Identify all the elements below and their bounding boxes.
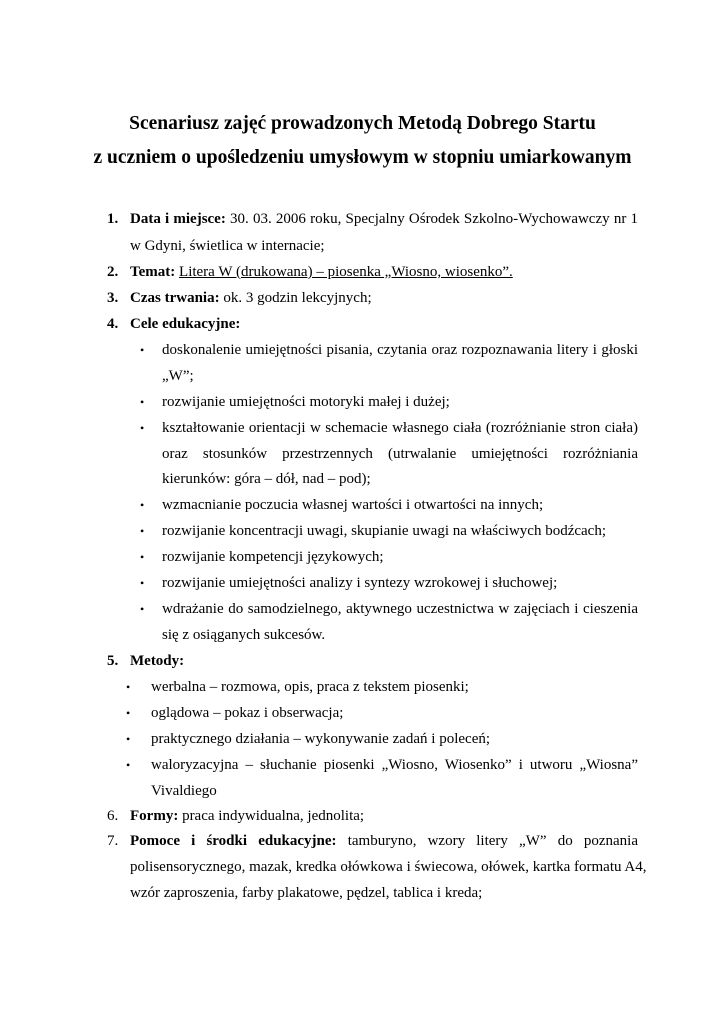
list-text (130, 262, 513, 282)
goal-bullet-cont (0, 469, 725, 489)
bullet-dot: • (140, 498, 145, 512)
bullet-text: oglądowa – pokaz i obserwacja; (151, 705, 344, 721)
item-text: w Gdyni, świetlica w internacie; (130, 238, 325, 254)
item-text: ok. 3 godzin lekcyjnych; (223, 290, 372, 306)
list-item-aids (0, 831, 725, 851)
goal-bullet (0, 547, 725, 567)
goal-bullet-cont (0, 625, 725, 645)
bullet-dot: • (140, 395, 145, 409)
method-bullet (0, 729, 725, 749)
bullet-dot: • (140, 421, 145, 435)
bullet-dot: • (140, 524, 145, 538)
item-label: Pomoce i środki edukacyjne: (130, 833, 337, 849)
bullet-text: doskonalenie umiejętności pisania, czytania oraz rozpoznawania litery i głoski (162, 342, 638, 358)
method-bullet (0, 755, 725, 775)
list-text (130, 209, 638, 229)
item-label: Czas trwania: (130, 290, 220, 306)
bullet-text: wzmacnianie poczucia własnej wartości i otwartości na innych; (162, 497, 544, 513)
bullet-text: Vivaldiego (151, 783, 217, 799)
goal-bullet (0, 495, 725, 515)
document-title-line-1: Scenariusz zajęć prowadzonych Metodą Dobrego Startu (129, 113, 596, 134)
method-bullet (0, 703, 725, 723)
goal-bullet (0, 573, 725, 593)
goal-bullet (0, 599, 725, 619)
item-text: praca indywidualna, jednolita; (182, 808, 365, 824)
bullet-text: się z osiąganych sukcesów. (162, 627, 326, 643)
goal-bullet-cont (0, 444, 725, 464)
bullet-text: rozwijanie kompetencji językowych; (162, 549, 384, 565)
goal-bullet (0, 521, 725, 541)
method-bullet-cont (0, 781, 725, 801)
bullet-dot: • (126, 732, 131, 746)
list-text (130, 831, 638, 851)
list-number: 2. (107, 264, 119, 280)
item-label: Metody: (130, 653, 185, 669)
list-item-date-cont (0, 236, 725, 256)
list-item-aids-cont (0, 857, 725, 877)
bullet-dot: • (140, 576, 145, 590)
bullet-text: rozwijanie koncentracji uwagi, skupianie uwagi na właściwych bodźcach; (162, 523, 607, 539)
item-label: Cele edukacyjne: (130, 316, 241, 332)
list-number: 1. (107, 211, 119, 227)
list-item-topic (0, 262, 725, 282)
list-text (130, 806, 364, 826)
goal-bullet (0, 392, 725, 412)
list-number: 5. (107, 653, 119, 669)
bullet-dot: • (140, 550, 145, 564)
bullet-text: waloryzacyjna – słuchanie piosenki „Wiosno, Wiosenko” i utworu „Wiosna” (151, 757, 638, 773)
bullet-text: werbalna – rozmowa, opis, praca z tekstem piosenki; (151, 679, 469, 695)
goal-bullet-cont (0, 366, 725, 386)
goal-bullet (0, 418, 725, 438)
bullet-text: oraz stosunków przestrzennych (utrwalanie umiejętności rozróżniania (162, 446, 638, 462)
item-label: Formy: (130, 808, 179, 824)
bullet-dot: • (126, 758, 131, 772)
list-item-methods (0, 651, 725, 671)
goal-bullet (0, 340, 725, 360)
bullet-dot: • (126, 680, 131, 694)
item-text: Litera W (drukowana) – piosenka „Wiosno, wiosenko”. (179, 264, 513, 280)
bullet-text: rozwijanie umiejętności analizy i syntezy wzrokowej i słuchowej; (162, 575, 558, 591)
document-title-line-2: z uczniem o upośledzeniu umysłowym w stopniu umiarkowanym (93, 147, 632, 168)
item-label: Data i miejsce: (130, 211, 226, 227)
bullet-dot: • (140, 602, 145, 616)
bullet-dot: • (126, 706, 131, 720)
bullet-text: praktycznego działania – wykonywanie zadań i poleceń; (151, 731, 491, 747)
item-label: Temat: (130, 264, 176, 280)
bullet-dot: • (140, 343, 145, 357)
list-number: 6. (107, 808, 119, 824)
bullet-text: kształtowanie orientacji w schemacie własnego ciała (rozróżnianie stron ciała) (162, 420, 638, 436)
list-number: 3. (107, 290, 119, 306)
bullet-text: kierunków: góra – dół, nad – pod); (162, 471, 371, 487)
list-item-forms (0, 806, 725, 826)
list-item-aids-cont (0, 883, 725, 903)
method-bullet (0, 677, 725, 697)
list-item-date (0, 209, 725, 229)
item-text: wzór zaproszenia, farby plakatowe, pędzel, tablica i kreda; (130, 885, 483, 901)
item-text: polisensorycznego, mazak, kredka ołówkowa i świecowa, ołówek, kartka formatu A4, (130, 859, 647, 875)
item-text: tamburyno, wzory litery „W” do poznania (347, 833, 638, 849)
list-item-duration (0, 288, 725, 308)
bullet-text: „W”; (162, 368, 194, 384)
list-number: 7. (107, 833, 119, 849)
list-item-goals (0, 314, 725, 334)
bullet-text: rozwijanie umiejętności motoryki małej i dużej; (162, 394, 450, 410)
list-text (130, 288, 372, 308)
list-number: 4. (107, 316, 119, 332)
bullet-text: wdrażanie do samodzielnego, aktywnego uczestnictwa w zajęciach i cieszenia (162, 601, 638, 617)
item-text: 30. 03. 2006 roku, Specjalny Ośrodek Szkolno-Wychowawczy nr 1 (230, 211, 638, 227)
